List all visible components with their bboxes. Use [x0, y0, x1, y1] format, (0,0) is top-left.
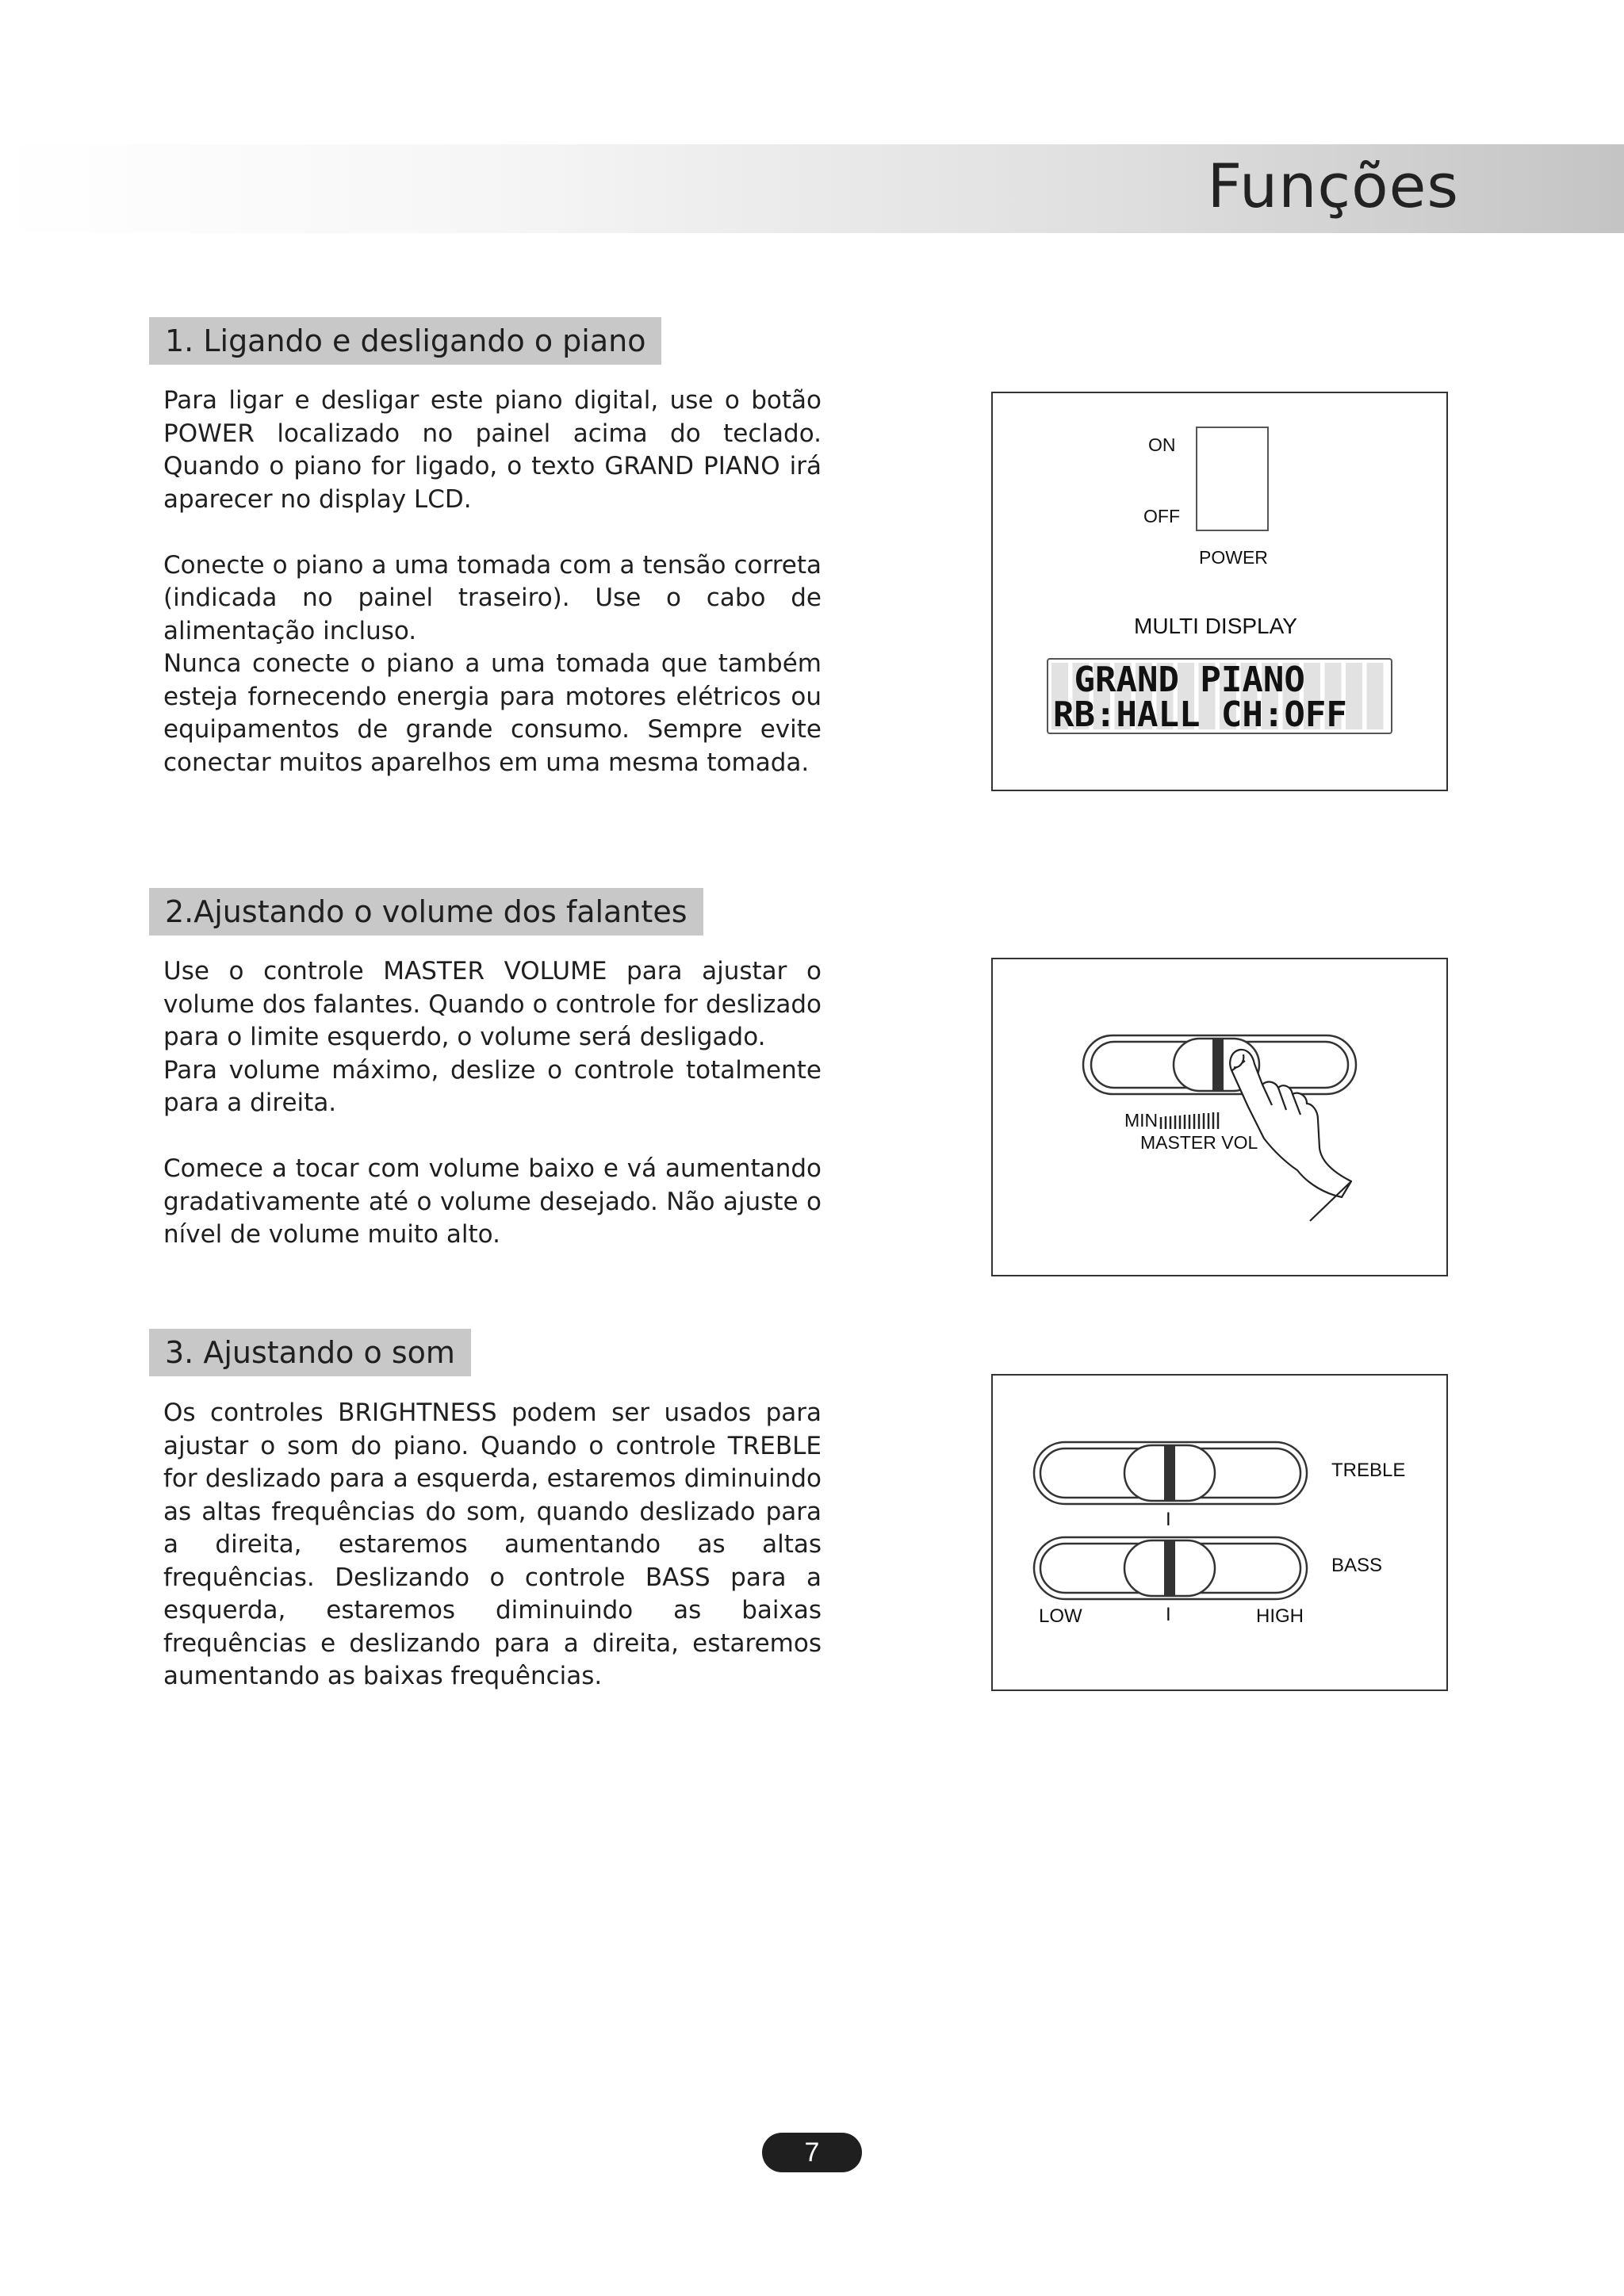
paragraph: Para ligar e desligar este piano digital, use o botão POWER localizado no painel acima do teclado. Quando o piano for ligado, o texto GRAND PIANO irá aparecer no display LCD. — [163, 386, 822, 514]
section-body-volume — [163, 955, 822, 1252]
multi-display-label: MULTI DISPLAY — [1134, 614, 1297, 638]
section-heading-power: 1. Ligando e desligando o piano — [149, 317, 661, 365]
tone-controls-figure — [991, 1374, 1448, 1691]
low-label: LOW — [1039, 1605, 1082, 1627]
power-switch — [1196, 427, 1269, 531]
on-label: ON — [1148, 434, 1176, 455]
power-display-figure — [991, 392, 1448, 791]
lcd-line-1: GRAND PIANO — [1053, 660, 1305, 700]
center-mark-bass: I — [1166, 1604, 1171, 1625]
section-heading-volume: 2.Ajustando o volume dos falantes — [149, 888, 703, 936]
master-volume-illustration — [993, 959, 1446, 1275]
page-title: Funções — [1207, 151, 1459, 221]
bass-knob-mark — [1164, 1540, 1175, 1596]
paragraph: Nunca conecte o piano a uma tomada que também esteja fornecendo energia para motores elétricos ou equipamentos de grande consumo. Sempre evite conectar muitos aparelhos em uma mesma tomada. — [163, 649, 822, 777]
page-number: 7 — [762, 2133, 862, 2172]
section-heading-sound: 3. Ajustando o som — [149, 1329, 471, 1376]
power-label: POWER — [1199, 547, 1268, 568]
hand-pointer-icon — [1230, 1050, 1351, 1197]
paragraph: Use o controle MASTER VOLUME para ajustar o volume dos falantes. Quando o controle for deslizado para o limite esquerdo, o volume será desligado. — [163, 957, 822, 1051]
treble-knob-mark — [1164, 1445, 1175, 1501]
lcd-line-2: RB:HALL CH:OFF — [1053, 695, 1347, 734]
paragraph: Comece a tocar com volume baixo e vá aumentando gradativamente até o volume desejado. Não ajuste o nível de volume muito alto. — [163, 1154, 822, 1249]
off-label: OFF — [1143, 506, 1180, 526]
paragraph: Para volume máximo, deslize o controle totalmente para a direita. — [163, 1055, 822, 1117]
high-label: HIGH — [1256, 1605, 1304, 1627]
center-mark-treble: I — [1166, 1509, 1171, 1530]
min-label: MIN — [1124, 1110, 1159, 1131]
paragraph: Conecte o piano a uma tomada com a tensão correta (indicada no painel traseiro). Use o cabo de alimentação incluso. — [163, 550, 822, 645]
paragraph: Os controles BRIGHTNESS podem ser usados para ajustar o som do piano. Quando o controle TREBLE for deslizado para a esquerda, estaremos diminuindo as altas frequências do som, quando deslizado para a direita, estaremos aumentando as altas frequências. Deslizando o controle BASS para a esquerda, estaremos diminuindo as baixas frequências e deslizando para a direita, estaremos aumentando as baixas frequências. — [163, 1399, 822, 1690]
master-volume-label: MASTER VOL — [1140, 1132, 1258, 1153]
lcd-display — [1047, 658, 1392, 734]
tone-sliders-illustration — [993, 1376, 1446, 1689]
treble-label: TREBLE — [1331, 1460, 1406, 1481]
section-body-power — [163, 385, 822, 779]
section-body-sound — [163, 1397, 822, 1693]
bass-label: BASS — [1331, 1555, 1383, 1576]
master-volume-figure — [991, 958, 1448, 1276]
